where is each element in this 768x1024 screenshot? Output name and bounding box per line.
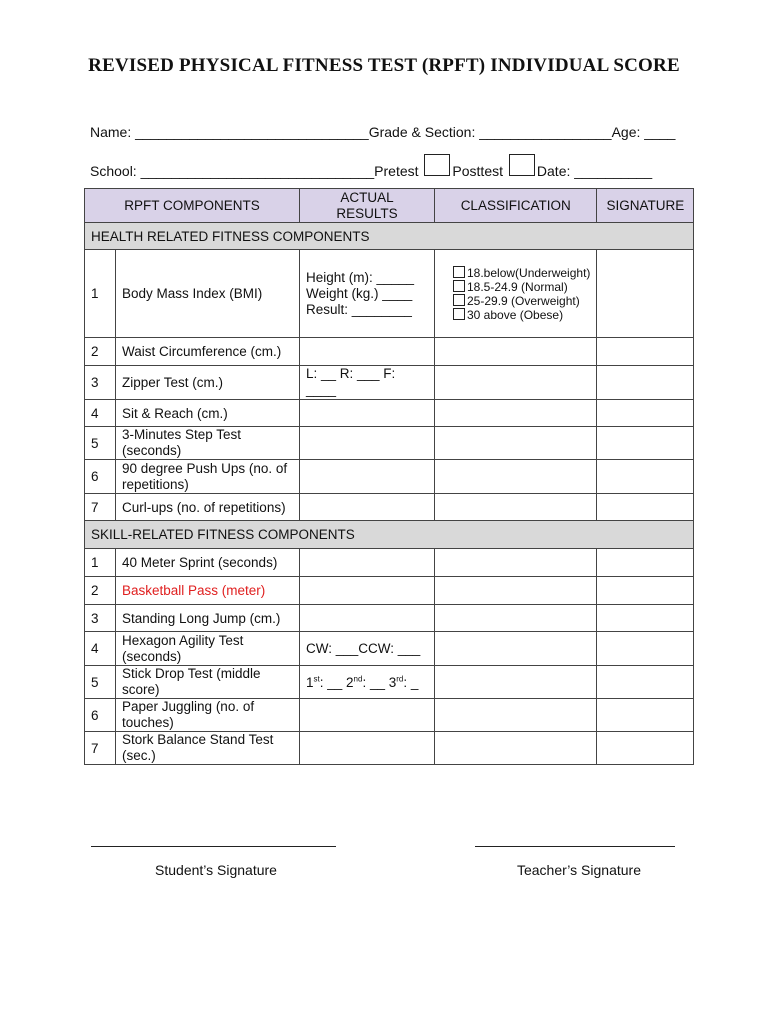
signature-cell[interactable]: [597, 632, 694, 666]
result-cell[interactable]: [300, 400, 435, 427]
table-row: [85, 250, 694, 338]
classification-cell[interactable]: [435, 605, 597, 632]
signature-cell[interactable]: [597, 732, 694, 765]
component-name: Body Mass Index (BMI): [116, 250, 300, 338]
component-name: Basketball Pass (meter): [116, 577, 300, 605]
component-name: Hexagon Agility Test (seconds): [116, 632, 300, 666]
section-health: HEALTH RELATED FITNESS COMPONENTS: [85, 223, 694, 250]
posttest-checkbox[interactable]: [509, 154, 535, 176]
component-name: 90 degree Push Ups (no. of repetitions): [116, 460, 300, 494]
row-number: 7: [85, 732, 116, 765]
result-cell[interactable]: [300, 494, 435, 521]
signature-cell[interactable]: [597, 366, 694, 400]
row-number: 3: [85, 366, 116, 400]
result-cell[interactable]: [300, 460, 435, 494]
pretest-label: Pretest: [374, 163, 419, 179]
age-field[interactable]: Age: ____: [611, 124, 676, 140]
posttest-label: Posttest: [452, 163, 504, 179]
row-number: 5: [85, 427, 116, 460]
bmi-results-cell[interactable]: [300, 250, 435, 338]
grade-section-field[interactable]: Grade & Section: _________________: [368, 124, 612, 140]
result-cell[interactable]: [300, 577, 435, 605]
school-field[interactable]: School: ______________________________: [90, 163, 375, 179]
header-components: RPFT COMPONENTS: [85, 189, 300, 223]
classification-cell[interactable]: [435, 732, 597, 765]
classification-cell[interactable]: [435, 400, 597, 427]
info-row-2: [90, 154, 652, 179]
section-skill: SKILL-RELATED FITNESS COMPONENTS: [85, 521, 694, 549]
table-row: [85, 427, 694, 460]
classification-cell[interactable]: [435, 549, 597, 577]
table-row: [85, 549, 694, 577]
signature-cell[interactable]: [597, 666, 694, 699]
student-signature-label: Student’s Signature: [155, 862, 277, 878]
row-number: 6: [85, 460, 116, 494]
normal-checkbox[interactable]: [453, 280, 465, 292]
row-number: 4: [85, 400, 116, 427]
result-cell[interactable]: [300, 427, 435, 460]
result-field[interactable]: Result: ________: [306, 301, 412, 317]
header-actual-results: ACTUAL RESULTS: [300, 189, 435, 223]
student-signature-line[interactable]: [91, 846, 336, 847]
table-row: [85, 577, 694, 605]
underweight-label: 18.below(Underweight): [467, 266, 591, 280]
table-row: [85, 732, 694, 765]
result-cell[interactable]: [300, 605, 435, 632]
component-name: Paper Juggling (no. of touches): [116, 699, 300, 732]
classification-cell[interactable]: [435, 699, 597, 732]
component-name: Standing Long Jump (cm.): [116, 605, 300, 632]
normal-label: 18.5-24.9 (Normal): [467, 280, 568, 294]
teacher-signature-line[interactable]: [475, 846, 675, 847]
page-title: REVISED PHYSICAL FITNESS TEST (RPFT) INDIVIDUAL SCORE: [88, 55, 680, 76]
zipper-result-cell[interactable]: [300, 366, 435, 400]
table-row: [85, 666, 694, 699]
row-number: 6: [85, 699, 116, 732]
table-row: [85, 699, 694, 732]
hexagon-result-cell[interactable]: [300, 632, 435, 666]
result-cell[interactable]: [300, 732, 435, 765]
signature-cell[interactable]: [597, 460, 694, 494]
classification-cell[interactable]: [435, 338, 597, 366]
bmi-classification-cell: [435, 250, 597, 338]
overweight-checkbox[interactable]: [453, 294, 465, 306]
component-name: Waist Circumference (cm.): [116, 338, 300, 366]
signature-cell[interactable]: [597, 400, 694, 427]
signature-cell[interactable]: [597, 494, 694, 521]
signature-cell[interactable]: [597, 699, 694, 732]
component-name: Stick Drop Test (middle score): [116, 666, 300, 699]
row-number: 4: [85, 632, 116, 666]
info-row-1: [90, 124, 675, 140]
stick-drop-result[interactable]: 1st: __ 2nd: __ 3rd: _: [306, 674, 419, 690]
classification-cell[interactable]: [435, 632, 597, 666]
result-cell[interactable]: [300, 549, 435, 577]
rpft-score-table: [84, 188, 694, 765]
classification-cell[interactable]: [435, 366, 597, 400]
result-cell[interactable]: [300, 699, 435, 732]
obese-checkbox[interactable]: [453, 308, 465, 320]
table-row: [85, 632, 694, 666]
teacher-signature-label: Teacher’s Signature: [516, 862, 641, 878]
signature-cell[interactable]: [597, 605, 694, 632]
underweight-checkbox[interactable]: [453, 266, 465, 278]
row-number: 1: [85, 549, 116, 577]
stick-drop-result-cell[interactable]: [300, 666, 435, 699]
classification-cell[interactable]: [435, 460, 597, 494]
row-number: 3: [85, 605, 116, 632]
date-field[interactable]: Date: __________: [536, 163, 653, 179]
signature-cell[interactable]: [597, 338, 694, 366]
header-signature: SIGNATURE: [597, 189, 694, 223]
row-number: 2: [85, 577, 116, 605]
header-classification: CLASSIFICATION: [435, 189, 597, 223]
component-name: Zipper Test (cm.): [116, 366, 300, 400]
row-number: 5: [85, 666, 116, 699]
classification-cell[interactable]: [435, 577, 597, 605]
classification-cell[interactable]: [435, 666, 597, 699]
signature-cell[interactable]: [597, 549, 694, 577]
component-name: Sit & Reach (cm.): [116, 400, 300, 427]
component-name: Stork Balance Stand Test (sec.): [116, 732, 300, 765]
classification-cell[interactable]: [435, 427, 597, 460]
signature-cell[interactable]: [597, 577, 694, 605]
pretest-checkbox[interactable]: [424, 154, 450, 176]
name-field[interactable]: Name: ______________________________: [90, 124, 369, 140]
overweight-label: 25-29.9 (Overweight): [467, 294, 580, 308]
table-row: [85, 400, 694, 427]
hexagon-result[interactable]: CW: ___CCW: ___: [306, 641, 421, 656]
component-name: Curl-ups (no. of repetitions): [116, 494, 300, 521]
table-row: [85, 460, 694, 494]
weight-field[interactable]: Weight (kg.) ____: [306, 285, 413, 301]
row-number: 1: [85, 250, 116, 338]
signature-cell[interactable]: [597, 427, 694, 460]
classification-cell[interactable]: [435, 494, 597, 521]
component-name: 40 Meter Sprint (seconds): [116, 549, 300, 577]
component-name: 3-Minutes Step Test (seconds): [116, 427, 300, 460]
table-row: [85, 366, 694, 400]
table-row: [85, 494, 694, 521]
row-number: 7: [85, 494, 116, 521]
obese-label: 30 above (Obese): [467, 308, 564, 322]
signature-cell[interactable]: [597, 250, 694, 338]
row-number: 2: [85, 338, 116, 366]
result-cell[interactable]: [300, 338, 435, 366]
table-row: [85, 338, 694, 366]
height-field[interactable]: Height (m): _____: [306, 269, 415, 285]
zipper-result[interactable]: L: __ R: ___ F: ____: [306, 366, 396, 397]
table-row: [85, 605, 694, 632]
